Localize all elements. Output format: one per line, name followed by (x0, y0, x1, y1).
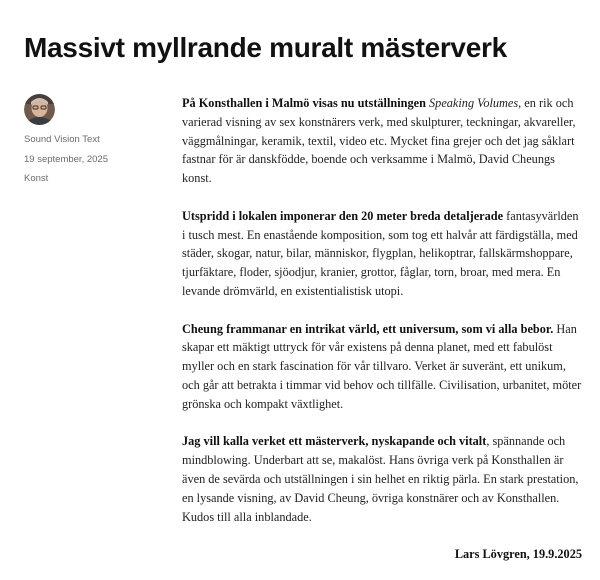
paragraph-3-text: Han skapar ett mäktigt uttryck för vår existens på denna planet, med ett fabulöst myller och en stark fascination för vår tillvaro. Verket är suveränt, ett unikum, och går att betrakta i timmar vid behov och tillfälle. Civilisation, urbanitet, möter grönska och kompakt växtlighet. (182, 321, 582, 411)
paragraph-2-lead: Utspridd i lokalen imponerar den 20 meter breda detaljerade (182, 208, 504, 223)
paragraph-4-text: , spännande och mindblowing. Underbart att se, makalöst. Hans övriga verk på Konsthallen är även de sevärda och utställningen i sin helhet en riktig pärla. En stark prestation, en lysande visning, av David Cheung, övriga konstnärer och av Konsthallen. Kudos till alla inblandade. (182, 434, 579, 524)
avatar[interactable] (24, 94, 55, 125)
paragraph-2-text: fantasyvärlden i tusch mest. En enastående komposition, som tog ett halvår att färdigställa, med städer, skogar, natur, bilar, människor, flygplan, helikoptrar, fallskärmshoppare, tjurfäktare, floder, sjöodjur, kranier, grottor, fåglar, torn, broar, med mera. En levande drömvärld, en existentialistisk utopi. (182, 208, 579, 298)
paragraph-3-lead: Cheung frammanar en intrikat värld, ett universum, som vi alla bebor. (182, 321, 554, 336)
exhibition-title: Speaking Volumes (429, 96, 519, 110)
article-body (182, 94, 582, 564)
post-date[interactable]: 19 september, 2025 (24, 153, 108, 165)
paragraph-4-lead: Jag vill kalla verket ett mästerverk, nyskapande och vitalt (182, 434, 487, 449)
author-name[interactable]: Sound Vision Text (24, 134, 100, 145)
avatar-image (24, 94, 55, 125)
post-meta (24, 94, 164, 189)
paragraph-3 (182, 320, 582, 414)
paragraph-1-lead: På Konsthallen i Malmö visas nu utställningen (182, 96, 430, 110)
paragraph-1 (182, 94, 582, 188)
paragraph-2 (182, 207, 582, 301)
page-title: Massivt myllrande muralt mästerverk (24, 32, 507, 63)
paragraph-4 (182, 432, 582, 526)
author-signature: Lars Lövgren, 19.9.2025 (454, 547, 582, 562)
paragraph-1-text: , en rik och varierad visning av sex konstnärers verk, med skulpturer, teckningar, akvareller, väggmålningar, keramik, textil, video etc. Mycket fina grejer och det jag såklart fastnar för är danskfödde, boende och verksamme i Malmö, David Cheungs konst. (182, 96, 576, 186)
post-category[interactable]: Konst (24, 173, 49, 184)
